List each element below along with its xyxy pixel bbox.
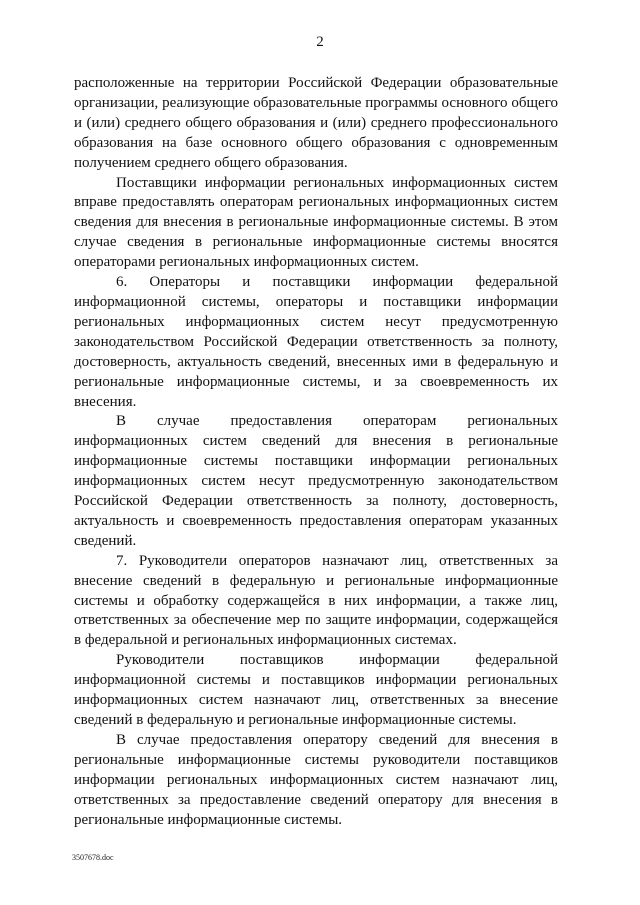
document-body (74, 74, 558, 830)
paragraph-6: Руководители поставщиков информации федеральной информационной системы и поставщиков информации региональных информационных систем назначают лиц, ответственных за внесение сведений в федеральную и региональные информационные системы. (74, 652, 558, 728)
document-filename: 3507678.doc (72, 853, 114, 862)
paragraph-4: В случае предоставления операторам региональных информационных систем сведений для внесения в региональные информационные системы поставщики информации региональных информационных систем несут предусмотренную законодательством Российской Федерации ответственность за полноту, достоверность, актуальность и своевременность предоставления операторам указанных сведений. (74, 413, 558, 549)
page-number: 2 (316, 34, 324, 50)
paragraph-2: Поставщики информации региональных информационных систем вправе предоставлять операторам региональных информационных систем сведения для внесения в региональные информационные системы. В этом случае сведения в региональные информационные системы вносятся операторами региональных информационных систем. (74, 174, 558, 271)
paragraph-5: 7. Руководители операторов назначают лиц, ответственных за внесение сведений в федеральную и региональные информационные системы и обработку содержащейся в них информации, а также лиц, ответственных за обеспечение мер по защите информации, содержащейся в федеральной и региональных информационных системах. (74, 552, 558, 649)
paragraph-1: расположенные на территории Российской Федерации образовательные организации, реализующие образовательные программы основного общего и (или) среднего общего образования и (или) среднего профессионального образования на базе основного общего образования с одновременным получением среднего общего образования. (74, 75, 558, 171)
paragraph-7: В случае предоставления оператору сведений для внесения в региональные информационные системы руководители поставщиков информации региональных информационных систем назначают лиц, ответственных за предоставление сведений оператору для внесения в региональные информационные системы. (74, 731, 558, 828)
paragraph-3: 6. Операторы и поставщики информации федеральной информационной системы, операторы и поставщики информации региональных информационных систем несут предусмотренную законодательством Российской Федерации ответственность за полноту, достоверность, актуальность сведений, внесенных ими в федеральную и региональные информационные системы, и за своевременность их внесения. (74, 274, 558, 410)
